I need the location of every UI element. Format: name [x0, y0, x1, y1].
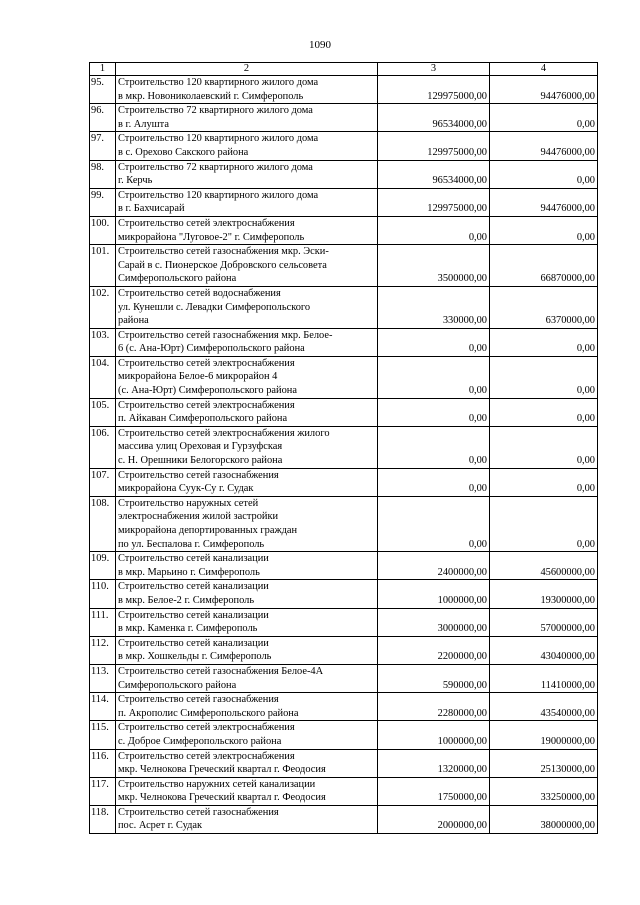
- description-line: в мкр. Новониколаевский г. Симферополь: [118, 90, 304, 102]
- description-line: Строительство сетей электроснабжения: [118, 399, 295, 411]
- project-description: [116, 245, 378, 287]
- description-line: Строительство сетей водоснабжения: [118, 287, 281, 299]
- description-line: п. Акрополис Симферопольского района: [118, 707, 299, 719]
- description-line: Строительство сетей канализации: [118, 553, 269, 565]
- amount-column-3: 1750000,00: [378, 777, 490, 805]
- project-description: [116, 636, 378, 664]
- row-number: 115.: [90, 721, 116, 749]
- row-number: 102.: [90, 286, 116, 328]
- description-line: в с. Орехово Сакского района: [118, 146, 249, 158]
- description-line: в мкр. Марьино г. Симферополь: [118, 566, 260, 578]
- project-description: [116, 76, 378, 104]
- description-line: с. Доброе Симферопольского района: [118, 735, 282, 747]
- amount-column-4: 43040000,00: [490, 636, 598, 664]
- column-header-3: 3: [378, 63, 490, 76]
- table-row: [90, 76, 598, 104]
- row-number: 96.: [90, 104, 116, 132]
- project-description: [116, 777, 378, 805]
- amount-column-3: 2000000,00: [378, 805, 490, 833]
- description-line: Строительство сетей электроснабжения: [118, 722, 295, 734]
- project-description: [116, 216, 378, 244]
- description-line: Строительство сетей газоснабжения: [118, 469, 279, 481]
- amount-column-3: 0,00: [378, 356, 490, 398]
- row-number: 118.: [90, 805, 116, 833]
- amount-column-3: 0,00: [378, 426, 490, 468]
- row-number: 97.: [90, 132, 116, 160]
- description-line: Строительство сетей электроснабжения: [118, 750, 295, 762]
- row-number: 100.: [90, 216, 116, 244]
- amount-column-4: 19300000,00: [490, 580, 598, 608]
- row-number: 103.: [90, 328, 116, 356]
- amount-column-3: 1000000,00: [378, 721, 490, 749]
- description-line: Строительство сетей канализации: [118, 609, 269, 621]
- amount-column-4: 0,00: [490, 160, 598, 188]
- project-description: [116, 160, 378, 188]
- table-row: [90, 104, 598, 132]
- amount-column-4: 38000000,00: [490, 805, 598, 833]
- table-row: [90, 328, 598, 356]
- description-line: микрорайона Суук-Су г. Судак: [118, 483, 254, 495]
- project-description: [116, 286, 378, 328]
- row-number: 117.: [90, 777, 116, 805]
- amount-column-3: 1320000,00: [378, 749, 490, 777]
- amount-column-3: 2400000,00: [378, 552, 490, 580]
- description-line: Строительство сетей газоснабжения Белое-4А: [118, 665, 324, 677]
- description-line: Строительство 72 квартирного жилого дома: [118, 161, 313, 173]
- description-line: Строительство сетей газоснабжения: [118, 694, 279, 706]
- project-description: [116, 693, 378, 721]
- amount-column-3: 129975000,00: [378, 76, 490, 104]
- row-number: 105.: [90, 398, 116, 426]
- description-line: 6 (с. Ана-Юрт) Симферопольского района: [118, 343, 305, 355]
- table-row: [90, 552, 598, 580]
- description-line: Строительство сетей канализации: [118, 637, 269, 649]
- amount-column-4: 57000000,00: [490, 608, 598, 636]
- description-line: в мкр. Хошкельды г. Симферополь: [118, 651, 272, 663]
- column-header-4: 4: [490, 63, 598, 76]
- description-line: Симферопольского района: [118, 679, 237, 691]
- table-row: [90, 749, 598, 777]
- table-row: [90, 468, 598, 496]
- project-description: [116, 468, 378, 496]
- project-description: [116, 356, 378, 398]
- row-number: 112.: [90, 636, 116, 664]
- description-line: Строительство 120 квартирного жилого дома: [118, 189, 319, 201]
- project-description: [116, 552, 378, 580]
- amount-column-3: 3500000,00: [378, 245, 490, 287]
- project-description: [116, 496, 378, 551]
- amount-column-4: 25130000,00: [490, 749, 598, 777]
- row-number: 113.: [90, 664, 116, 692]
- description-line: пос. Асрет г. Судак: [118, 820, 203, 832]
- table-row: [90, 580, 598, 608]
- description-line: Строительство сетей электроснабжения жилого: [118, 427, 330, 439]
- description-line: в г. Бахчисарай: [118, 203, 185, 215]
- table-row: [90, 721, 598, 749]
- description-line: в г. Алушта: [118, 118, 169, 130]
- row-number: 95.: [90, 76, 116, 104]
- amount-column-3: 3000000,00: [378, 608, 490, 636]
- amount-column-3: 330000,00: [378, 286, 490, 328]
- description-line: Сарай в с. Пионерское Добровского сельсовета: [118, 259, 327, 271]
- description-line: района: [118, 315, 149, 327]
- table-row: [90, 693, 598, 721]
- amount-column-4: 0,00: [490, 426, 598, 468]
- table-row: [90, 664, 598, 692]
- description-line: микрорайона депортированных граждан: [118, 525, 298, 536]
- description-line: мкр. Челнокова Греческий квартал г. Феодосия: [118, 764, 326, 776]
- description-line: Строительство 120 квартирного жилого дома: [118, 77, 319, 88]
- project-description: [116, 132, 378, 160]
- amount-column-3: 0,00: [378, 216, 490, 244]
- table-row: [90, 356, 598, 398]
- description-line: Строительство сетей газоснабжения: [118, 806, 279, 818]
- table-row: [90, 398, 598, 426]
- project-description: [116, 188, 378, 216]
- row-number: 107.: [90, 468, 116, 496]
- row-number: 111.: [90, 608, 116, 636]
- table-row: [90, 426, 598, 468]
- budget-table: [89, 62, 598, 834]
- table-row: [90, 496, 598, 551]
- description-line: Строительство 72 квартирного жилого дома: [118, 105, 313, 117]
- amount-column-4: 43540000,00: [490, 693, 598, 721]
- description-line: Строительство наружных сетей: [118, 497, 259, 509]
- project-description: [116, 580, 378, 608]
- row-number: 110.: [90, 580, 116, 608]
- row-number: 114.: [90, 693, 116, 721]
- amount-column-3: 0,00: [378, 398, 490, 426]
- description-line: микрорайона Белое-6 микрорайон 4: [118, 371, 278, 383]
- table-row: [90, 160, 598, 188]
- description-line: микрорайона "Луговое-2" г. Симферополь: [118, 231, 305, 243]
- description-line: (с. Ана-Юрт) Симферопольского района: [118, 385, 297, 397]
- amount-column-4: 94476000,00: [490, 132, 598, 160]
- amount-column-4: 0,00: [490, 356, 598, 398]
- amount-column-4: 11410000,00: [490, 664, 598, 692]
- description-line: в мкр. Белое-2 г. Симферополь: [118, 594, 255, 606]
- amount-column-4: 33250000,00: [490, 777, 598, 805]
- amount-column-3: 0,00: [378, 496, 490, 551]
- table-header-row: [90, 63, 598, 76]
- amount-column-4: 0,00: [490, 496, 598, 551]
- row-number: 116.: [90, 749, 116, 777]
- amount-column-3: 96534000,00: [378, 104, 490, 132]
- project-description: [116, 608, 378, 636]
- amount-column-3: 129975000,00: [378, 132, 490, 160]
- amount-column-3: 1000000,00: [378, 580, 490, 608]
- project-description: [116, 398, 378, 426]
- table-body: [90, 76, 598, 834]
- amount-column-4: 94476000,00: [490, 76, 598, 104]
- description-line: Строительство сетей электроснабжения: [118, 217, 295, 229]
- amount-column-3: 96534000,00: [378, 160, 490, 188]
- amount-column-3: 590000,00: [378, 664, 490, 692]
- table-row: [90, 286, 598, 328]
- project-description: [116, 664, 378, 692]
- description-line: мкр. Челнокова Греческий квартал г. Феодосия: [118, 792, 326, 804]
- column-header-2: 2: [116, 63, 378, 76]
- project-description: [116, 749, 378, 777]
- project-description: [116, 426, 378, 468]
- description-line: Строительство сетей газоснабжения мкр. Белое-: [118, 329, 333, 341]
- amount-column-3: 0,00: [378, 468, 490, 496]
- table-row: [90, 216, 598, 244]
- amount-column-3: 129975000,00: [378, 188, 490, 216]
- description-line: Строительство сетей газоснабжения мкр. Эски-: [118, 246, 329, 258]
- row-number: 106.: [90, 426, 116, 468]
- description-line: Строительство наружних сетей канализации: [118, 778, 316, 790]
- row-number: 99.: [90, 188, 116, 216]
- table-row: [90, 805, 598, 833]
- amount-column-3: 0,00: [378, 328, 490, 356]
- amount-column-4: 66870000,00: [490, 245, 598, 287]
- project-description: [116, 805, 378, 833]
- project-description: [116, 721, 378, 749]
- project-description: [116, 328, 378, 356]
- amount-column-4: 0,00: [490, 398, 598, 426]
- amount-column-4: 19000000,00: [490, 721, 598, 749]
- amount-column-4: 94476000,00: [490, 188, 598, 216]
- amount-column-4: 0,00: [490, 468, 598, 496]
- table-row: [90, 777, 598, 805]
- description-line: ул. Кунешли с. Левадки Симферопольского: [118, 301, 311, 313]
- table-row: [90, 245, 598, 287]
- description-line: Строительство 120 квартирного жилого дома: [118, 133, 319, 145]
- description-line: массива улиц Ореховая и Гурзуфская: [118, 441, 283, 453]
- table-row: [90, 188, 598, 216]
- description-line: п. Айкаван Симферопольского района: [118, 413, 288, 425]
- description-line: по ул. Беспалова г. Симферополь: [118, 538, 265, 550]
- amount-column-4: 0,00: [490, 328, 598, 356]
- amount-column-4: 6370000,00: [490, 286, 598, 328]
- description-line: с. Н. Орешники Белогорского района: [118, 455, 283, 467]
- amount-column-4: 0,00: [490, 104, 598, 132]
- project-description: [116, 104, 378, 132]
- table-row: [90, 608, 598, 636]
- row-number: 108.: [90, 496, 116, 551]
- description-line: электроснабжения жилой застройки: [118, 511, 279, 523]
- row-number: 104.: [90, 356, 116, 398]
- column-header-1: 1: [90, 63, 116, 76]
- amount-column-3: 2280000,00: [378, 693, 490, 721]
- amount-column-4: 0,00: [490, 216, 598, 244]
- amount-column-3: 2200000,00: [378, 636, 490, 664]
- amount-column-4: 45600000,00: [490, 552, 598, 580]
- description-line: в мкр. Каменка г. Симферополь: [118, 623, 258, 635]
- description-line: Строительство сетей электроснабжения: [118, 357, 295, 369]
- table-row: [90, 636, 598, 664]
- description-line: Симферопольского района: [118, 273, 237, 285]
- description-line: г. Керчь: [118, 175, 153, 187]
- row-number: 98.: [90, 160, 116, 188]
- page-number: 1090: [309, 39, 331, 51]
- description-line: Строительство сетей канализации: [118, 581, 269, 593]
- row-number: 101.: [90, 245, 116, 287]
- table-row: [90, 132, 598, 160]
- row-number: 109.: [90, 552, 116, 580]
